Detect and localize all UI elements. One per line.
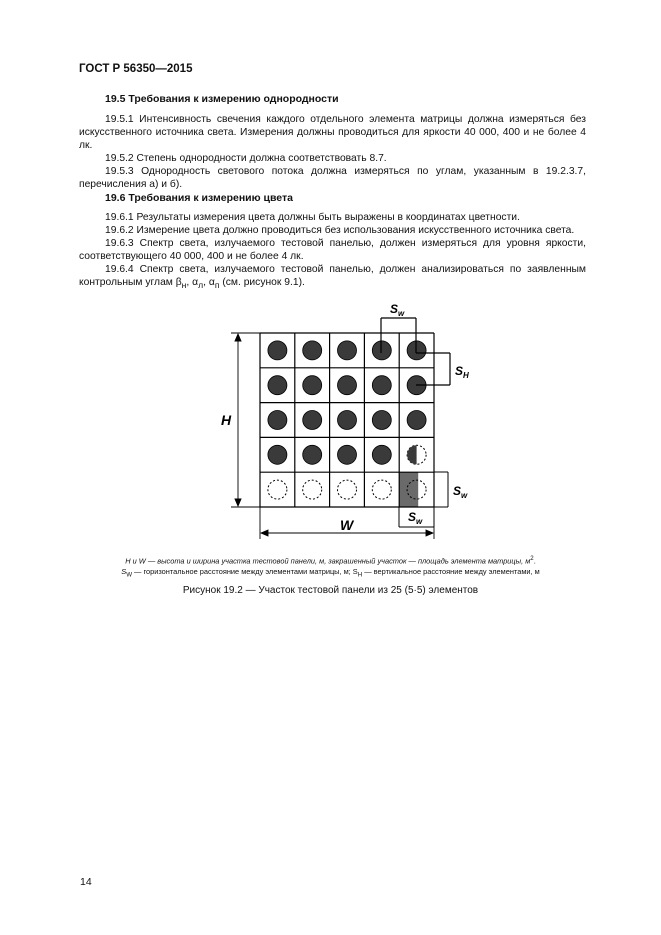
matrix-element-unlit bbox=[372, 480, 391, 499]
matrix-element-lit bbox=[338, 376, 357, 395]
legend-line-1: H и W — высота и ширина участка тестовой панели, м, закрашенный участок — площадь элемента матрицы, $м^2$. bbox=[125, 555, 536, 566]
matrix-element-unlit bbox=[303, 480, 322, 499]
matrix-element-lit bbox=[268, 445, 287, 464]
label-h: H bbox=[221, 412, 232, 428]
label-sw-top: $S_w$ bbox=[390, 302, 405, 318]
section-19-6-title: 19.6 Требования к измерению цвета bbox=[105, 192, 293, 204]
matrix-element-lit bbox=[338, 411, 357, 430]
matrix-element-lit bbox=[372, 341, 391, 360]
matrix-element-lit bbox=[372, 376, 391, 395]
section-19-5-title: 19.5 Требования к измерению однородности bbox=[105, 93, 339, 105]
matrix-element-lit bbox=[268, 341, 287, 360]
matrix-element-lit bbox=[372, 445, 391, 464]
paragraph-19-6-4: 19.6.4 Спектр света, излучаемого тестовой панелью, должен анализироваться по заявленным контрольным углам $\beta_н$, $\alpha_л$, $\alpha_п$ (см. рисунок 9.1). bbox=[79, 264, 586, 291]
panel-grid bbox=[260, 333, 434, 507]
matrix-element-lit bbox=[303, 376, 322, 395]
matrix-element-lit bbox=[338, 445, 357, 464]
matrix-element-lit bbox=[407, 411, 426, 430]
paragraph-19-6-1: 19.6.1 Результаты измерения цвета должны быть выражены в координатах цветности. bbox=[105, 212, 520, 223]
paragraph-19-5-2: 19.5.2 Степень однородности должна соответствовать 8.7. bbox=[105, 153, 387, 164]
paragraph-19-5-1: 19.5.1 Интенсивность свечения каждого отдельного элемента матрицы должна измеряться без искусственного источника света. Измерения должны проводиться для яркости 40 000, 400 и не более 4 лк. bbox=[79, 114, 586, 151]
document-header: ГОСТ Р 56350—2015 bbox=[79, 63, 193, 75]
paragraph-19-5-3: 19.5.3 Однородность светового потока должна измеряться по углам, указанным в 19.2.3.7, перечисления а) и б). bbox=[79, 166, 586, 190]
matrix-element-lit bbox=[372, 411, 391, 430]
matrix-element-lit bbox=[303, 411, 322, 430]
label-sw-bottom: $S_w$ bbox=[408, 510, 423, 526]
matrix-element-lit bbox=[338, 341, 357, 360]
figure-title: Рисунок 19.2 — Участок тестовой панели из 25 (5·5) элементов bbox=[182, 585, 479, 596]
matrix-element-unlit bbox=[268, 480, 287, 499]
paragraph-19-6-3: 19.6.3 Спектр света, излучаемого тестовой панелью, должен измеряться для уровня яркости, соответствующего 40 000, 400 и не более 4 лк. bbox=[79, 238, 586, 262]
figure-legend bbox=[0, 553, 661, 581]
legend-line-2: $S_W$ — горизонтальное расстояние между элементами матрицы, м; $S_H$ — вертикальное расстояние между элементами, м bbox=[121, 567, 540, 579]
matrix-element-lit bbox=[303, 445, 322, 464]
dimension-sh-lower bbox=[434, 472, 448, 507]
shaded-element-area bbox=[399, 472, 418, 507]
label-sh-lower: $S_w$ bbox=[453, 484, 468, 500]
label-w: W bbox=[340, 517, 354, 533]
matrix-element-lit bbox=[268, 376, 287, 395]
matrix-element-half-fill bbox=[407, 445, 416, 464]
paragraph-19-6-2: 19.6.2 Измерение цвета должно проводиться без использования искусственного источника света. bbox=[105, 225, 575, 236]
matrix-element-lit bbox=[303, 341, 322, 360]
page-number: 14 bbox=[80, 876, 92, 888]
matrix-element-unlit bbox=[338, 480, 357, 499]
dimension-h bbox=[231, 333, 260, 507]
matrix-element-lit bbox=[268, 411, 287, 430]
label-sh-upper: $S_H$ bbox=[455, 364, 469, 380]
